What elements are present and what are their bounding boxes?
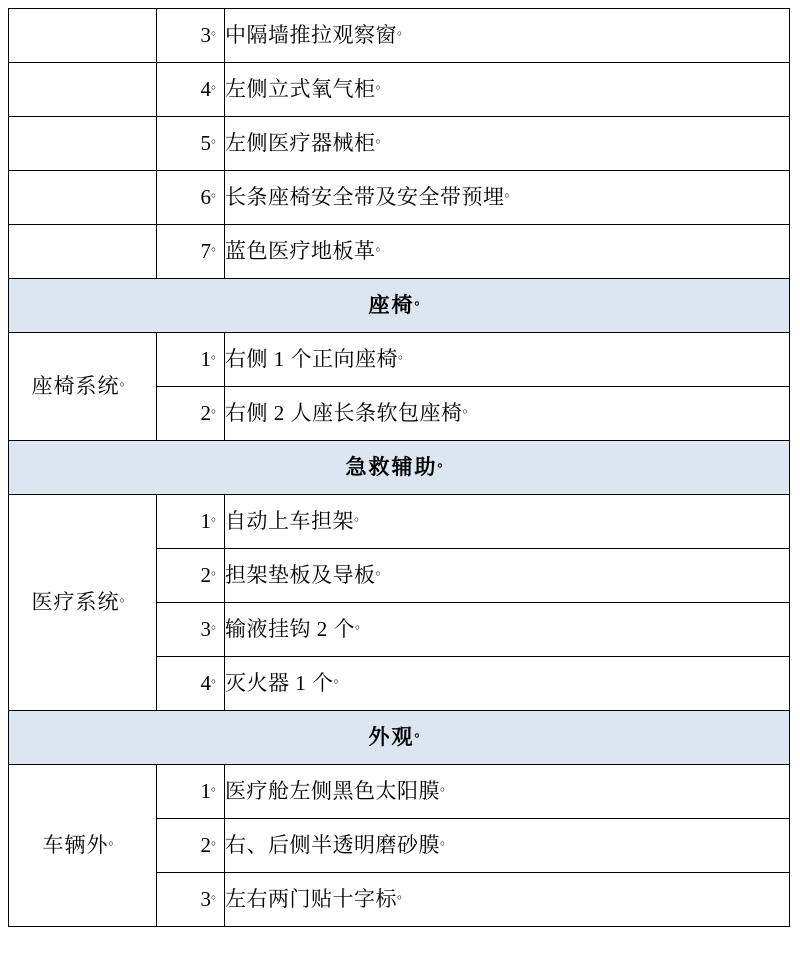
row-number: 2。 (157, 549, 225, 603)
table-row (9, 171, 790, 225)
table-row (9, 765, 790, 819)
row-number: 3。 (157, 9, 225, 63)
section-header: 急救辅助。 (9, 441, 790, 495)
row-number-mark: 。 (210, 76, 224, 92)
category-cell: 车辆外。 (9, 765, 157, 927)
row-number-mark: 。 (210, 886, 224, 902)
row-description: 输液挂钩 2 个。 (225, 603, 790, 657)
table-row (9, 225, 790, 279)
row-number-mark: 。 (210, 238, 224, 254)
row-description-mark: 。 (440, 832, 454, 848)
row-number-mark: 。 (210, 346, 224, 362)
category-cell: 医疗系统。 (9, 495, 157, 711)
table-row (9, 495, 790, 549)
row-description-mark: 。 (504, 184, 519, 200)
table-row (9, 117, 790, 171)
row-description-mark: 。 (462, 400, 477, 416)
row-number-mark: 。 (210, 778, 224, 794)
spec-table (8, 8, 790, 927)
row-description: 蓝色医疗地板革。 (225, 225, 790, 279)
row-description-mark: 。 (375, 130, 390, 146)
table-row (9, 333, 790, 387)
category-cell-continued (9, 63, 157, 117)
row-description: 担架垫板及导板。 (225, 549, 790, 603)
section-header-mark: 。 (414, 292, 430, 308)
row-description-mark: 。 (375, 238, 390, 254)
row-number: 2。 (157, 387, 225, 441)
row-description: 左侧立式氧气柜。 (225, 63, 790, 117)
row-description: 中隔墙推拉观察窗。 (225, 9, 790, 63)
spec-table-body (9, 9, 790, 927)
row-number-mark: 。 (210, 616, 224, 632)
category-cell-continued (9, 117, 157, 171)
row-number-mark: 。 (210, 22, 224, 38)
section-row (9, 279, 790, 333)
category-cell-continued (9, 171, 157, 225)
row-description: 右侧 1 个正向座椅。 (225, 333, 790, 387)
table-row (9, 63, 790, 117)
row-number-mark: 。 (210, 670, 224, 686)
row-number: 7。 (157, 225, 225, 279)
row-description-mark: 。 (397, 22, 411, 38)
row-number: 1。 (157, 495, 225, 549)
row-description: 右、后侧半透明磨砂膜。 (225, 819, 790, 873)
row-number-mark: 。 (210, 508, 224, 524)
row-description: 灭火器 1 个。 (225, 657, 790, 711)
row-number-mark: 。 (210, 130, 224, 146)
row-number-mark: 。 (210, 562, 224, 578)
row-number: 5。 (157, 117, 225, 171)
category-mark: 。 (108, 832, 123, 848)
row-number: 6。 (157, 171, 225, 225)
row-description-mark: 。 (398, 346, 412, 362)
row-number-mark: 。 (210, 400, 224, 416)
row-description-mark: 。 (440, 778, 454, 794)
row-number: 1。 (157, 333, 225, 387)
row-number-mark: 。 (210, 184, 224, 200)
section-header: 外观。 (9, 711, 790, 765)
category-mark: 。 (119, 373, 134, 389)
section-header: 座椅。 (9, 279, 790, 333)
row-description-mark: 。 (354, 508, 368, 524)
row-number: 3。 (157, 873, 225, 927)
section-row (9, 441, 790, 495)
row-description: 医疗舱左侧黑色太阳膜。 (225, 765, 790, 819)
section-header-mark: 。 (437, 454, 453, 470)
row-description-mark: 。 (375, 76, 390, 92)
row-description-mark: 。 (355, 616, 369, 632)
section-header-mark: 。 (414, 724, 430, 740)
row-number: 3。 (157, 603, 225, 657)
section-row (9, 711, 790, 765)
row-description: 右侧 2 人座长条软包座椅。 (225, 387, 790, 441)
row-description-mark: 。 (397, 886, 411, 902)
row-description: 左右两门贴十字标。 (225, 873, 790, 927)
category-mark: 。 (119, 589, 134, 605)
row-description: 左侧医疗器械柜。 (225, 117, 790, 171)
category-cell: 座椅系统。 (9, 333, 157, 441)
table-row (9, 9, 790, 63)
row-number: 2。 (157, 819, 225, 873)
category-cell-continued (9, 225, 157, 279)
row-number-mark: 。 (210, 832, 224, 848)
row-number: 4。 (157, 63, 225, 117)
row-description: 长条座椅安全带及安全带预埋。 (225, 171, 790, 225)
row-description-mark: 。 (333, 670, 348, 686)
category-cell-continued (9, 9, 157, 63)
row-number: 1。 (157, 765, 225, 819)
row-number: 4。 (157, 657, 225, 711)
row-description-mark: 。 (375, 562, 390, 578)
row-description: 自动上车担架。 (225, 495, 790, 549)
